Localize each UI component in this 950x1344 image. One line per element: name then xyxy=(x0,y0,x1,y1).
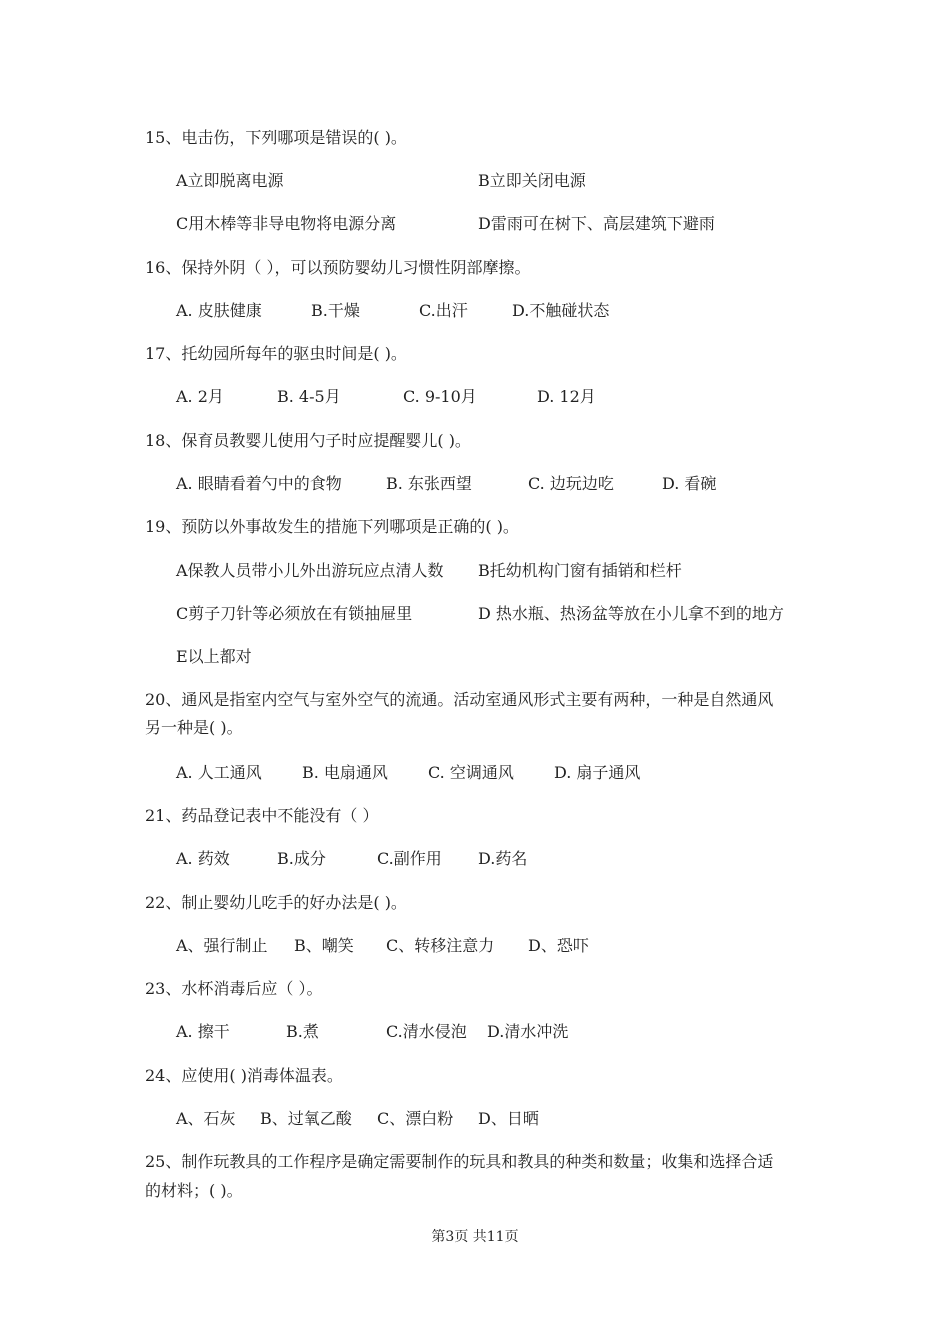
option-19-b: B托幼机构门窗有插销和栏杆 xyxy=(478,561,682,580)
question-15: 15、电击伤，下列哪项是错误的( )。 xyxy=(145,128,407,147)
option-22-b: B、嘲笑 xyxy=(294,936,354,955)
option-22-d: D、恐吓 xyxy=(528,936,589,955)
option-17-c: C. 9-10月 xyxy=(403,387,477,406)
option-19-c: C剪子刀针等必须放在有锁抽屉里 xyxy=(176,604,413,623)
option-22-a: A、强行制止 xyxy=(176,936,268,955)
option-23-d: D.清水冲洗 xyxy=(487,1022,569,1041)
question-17: 17、托幼园所每年的驱虫时间是( )。 xyxy=(145,344,407,363)
option-15-d: D雷雨可在树下、高层建筑下避雨 xyxy=(478,214,715,233)
option-18-c: C. 边玩边吃 xyxy=(528,474,614,493)
option-20-d: D. 扇子通风 xyxy=(554,763,641,782)
option-23-c: C.清水侵泡 xyxy=(386,1022,467,1041)
option-17-d: D. 12月 xyxy=(537,387,596,406)
option-21-a: A. 药效 xyxy=(176,849,230,868)
option-16-b: B.干燥 xyxy=(311,301,360,320)
question-19: 19、预防以外事故发生的措施下列哪项是正确的( )。 xyxy=(145,517,519,536)
option-20-a: A. 人工通风 xyxy=(176,763,262,782)
option-24-a: A、石灰 xyxy=(176,1109,236,1128)
question-23: 23、水杯消毒后应（ ）。 xyxy=(145,979,323,998)
option-17-a: A. 2月 xyxy=(176,387,224,406)
option-19-a: A保教人员带小儿外出游玩应点清人数 xyxy=(176,561,444,580)
option-21-b: B.成分 xyxy=(277,849,326,868)
question-22: 22、制止婴幼儿吃手的好办法是( )。 xyxy=(145,893,407,912)
option-15-a: A立即脱离电源 xyxy=(176,171,284,190)
option-21-c: C.副作用 xyxy=(377,849,442,868)
option-18-a: A. 眼睛看着勺中的食物 xyxy=(176,474,342,493)
question-25-continued: 的材料；( )。 xyxy=(145,1181,243,1200)
question-20-continued: 另一种是( )。 xyxy=(145,718,243,737)
option-21-d: D.药名 xyxy=(478,849,528,868)
question-21: 21、药品登记表中不能没有（ ） xyxy=(145,806,379,825)
option-23-a: A. 擦干 xyxy=(176,1022,230,1041)
option-17-b: B. 4-5月 xyxy=(277,387,341,406)
option-19-e: E以上都对 xyxy=(176,647,252,666)
question-25: 25、制作玩教具的工作程序是确定需要制作的玩具和教具的种类和数量；收集和选择合适 xyxy=(145,1152,774,1171)
question-18: 18、保育员教婴儿使用勺子时应提醒婴儿( )。 xyxy=(145,431,471,450)
question-16: 16、保持外阴（ ），可以预防婴幼儿习惯性阴部摩擦。 xyxy=(145,258,531,277)
option-16-c: C.出汗 xyxy=(419,301,468,320)
option-24-c: C、漂白粉 xyxy=(377,1109,454,1128)
page-number: 第3页 共11页 xyxy=(431,1229,519,1245)
option-20-c: C. 空调通风 xyxy=(428,763,514,782)
question-24: 24、应使用( )消毒体温表。 xyxy=(145,1066,343,1085)
option-16-d: D.不触碰状态 xyxy=(512,301,610,320)
option-20-b: B. 电扇通风 xyxy=(302,763,388,782)
question-20: 20、通风是指室内空气与室外空气的流通。活动室通风形式主要有两种，一种是自然通风 xyxy=(145,690,774,709)
option-19-d: D 热水瓶、热汤盆等放在小儿拿不到的地方 xyxy=(478,604,784,623)
option-15-c: C用木棒等非导电物将电源分离 xyxy=(176,214,397,233)
option-24-b: B、过氧乙酸 xyxy=(260,1109,352,1128)
option-18-d: D. 看碗 xyxy=(662,474,717,493)
option-22-c: C、转移注意力 xyxy=(386,936,495,955)
option-24-d: D、日晒 xyxy=(478,1109,539,1128)
option-15-b: B立即关闭电源 xyxy=(478,171,586,190)
option-18-b: B. 东张西望 xyxy=(386,474,472,493)
option-16-a: A. 皮肤健康 xyxy=(176,301,262,320)
option-23-b: B.煮 xyxy=(286,1022,319,1041)
